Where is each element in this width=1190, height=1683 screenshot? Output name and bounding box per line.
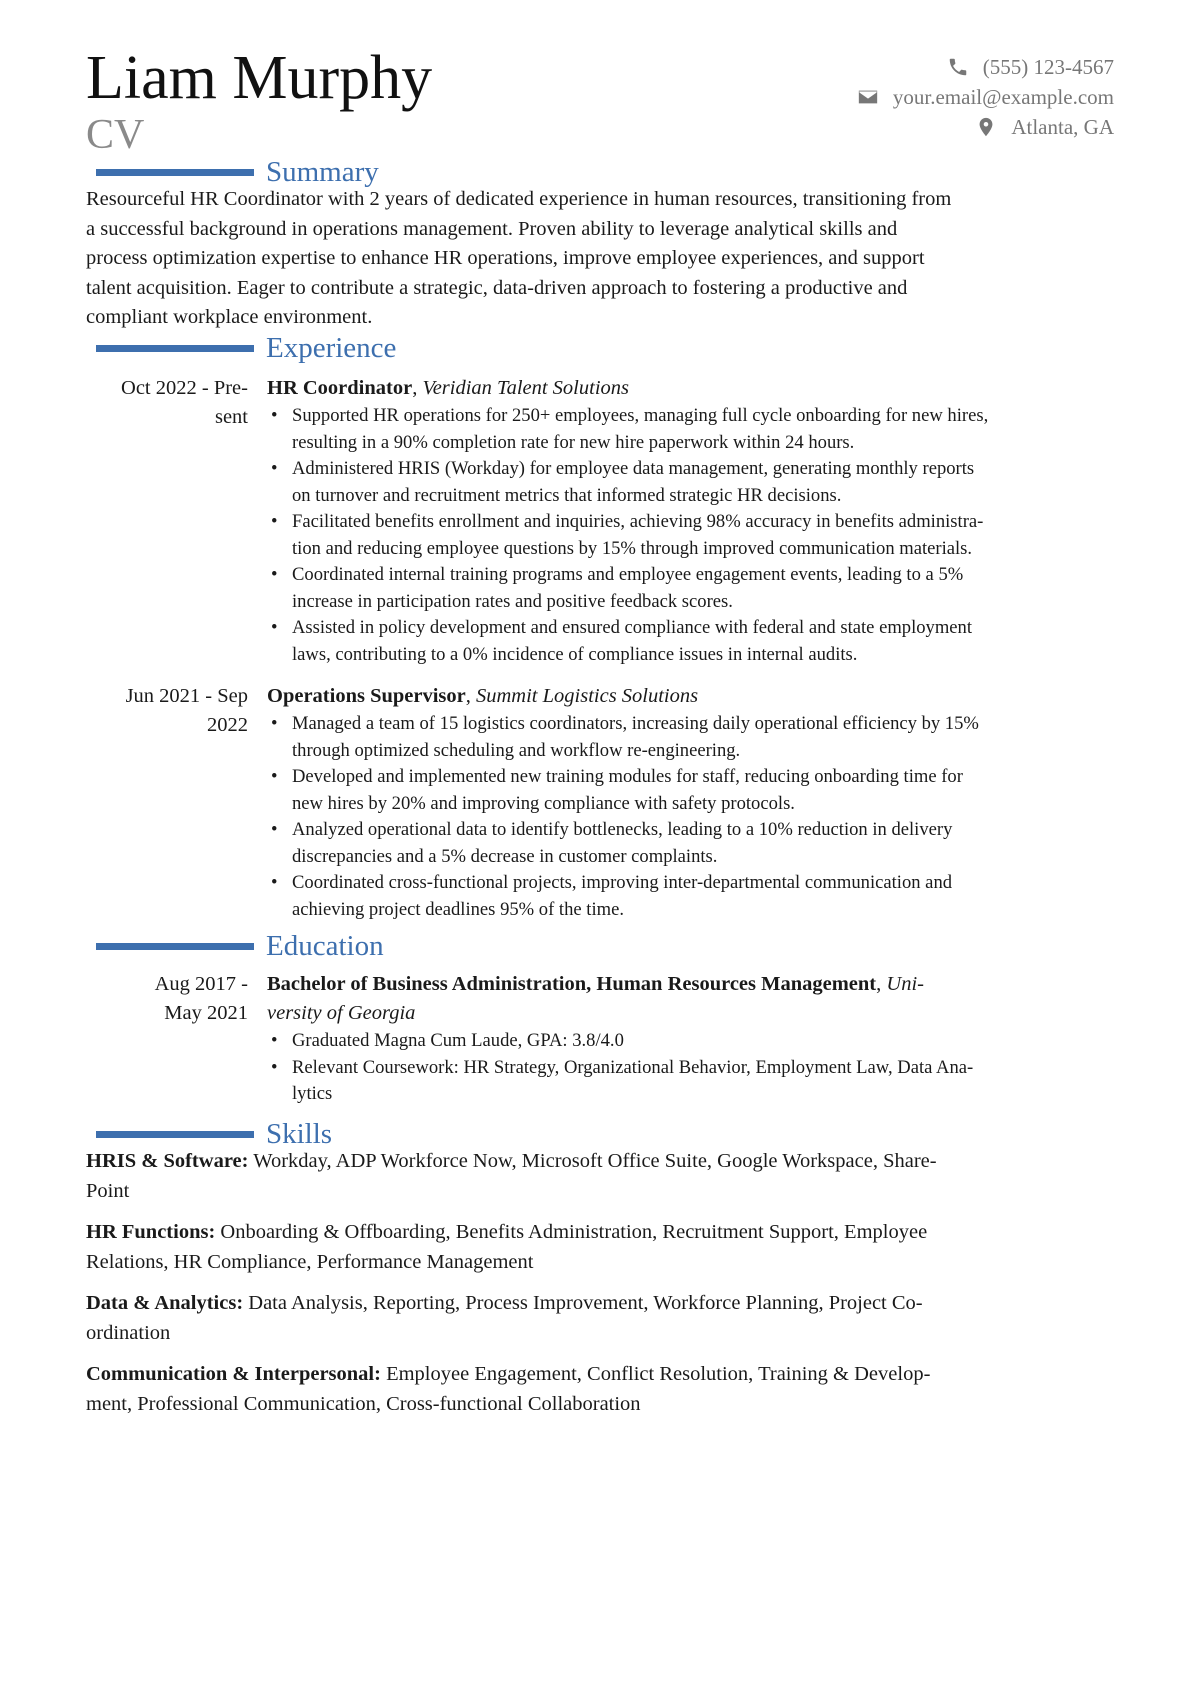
phone-number[interactable]: (555) 123-4567 xyxy=(982,55,1114,79)
job-role: HR Coordinator xyxy=(267,377,413,399)
list-item: • Facilitated benefits enrollment and inquiries, achieving 98% accuracy in benefits administra- tion and reducing employee questions by 15% through improved communication materials. xyxy=(267,509,1116,562)
phone-icon xyxy=(947,56,969,78)
entry-title: Operations Supervisor, Summit Logistics Solutions xyxy=(267,685,699,707)
list-item: • Supported HR operations for 250+ employees, managing full cycle onboarding for new hires, resulting in a 90% completion rate for new hire paperwork within 24 hours. xyxy=(267,403,1116,456)
list-item: • Analyzed operational data to identify bottlenecks, leading to a 10% reduction in delivery discrepancies and a 5% decrease in customer complaints. xyxy=(267,817,1116,870)
section-title: Education xyxy=(266,930,384,962)
bullet-list xyxy=(267,1028,1116,1108)
section-bar xyxy=(96,345,254,352)
summary-line: Resourceful HR Coordinator with 2 years of dedicated experience in human resources, transitioning from xyxy=(86,188,952,210)
company-name: Veridian Talent Solutions xyxy=(422,377,629,399)
entry-content xyxy=(267,374,1116,668)
list-item: • Assisted in policy development and ensured compliance with federal and state employment laws, contributing to a 0% incidence of compliance issues in internal audits. xyxy=(267,615,1116,668)
experience-entry xyxy=(86,682,1116,923)
entry-title-cont xyxy=(267,999,1116,1028)
contact-phone xyxy=(857,52,1114,82)
skill-values: Workday, ADP Workforce Now, Microsoft Office Suite, Google Workspace, Share- xyxy=(253,1150,937,1172)
bullet-list xyxy=(267,403,1116,668)
list-item: • Administered HRIS (Workday) for employee data management, generating monthly reports on turnover and recruitment metrics that informed strategic HR decisions. xyxy=(267,456,1116,509)
section-bar xyxy=(96,169,254,176)
map-pin-icon xyxy=(975,116,997,138)
list-item: • Managed a team of 15 logistics coordinators, increasing daily operational efficiency by 15% through optimized scheduling and workflow re-engineering. xyxy=(267,711,1116,764)
skill-values: Data Analysis, Reporting, Process Improvement, Workforce Planning, Project Co- xyxy=(248,1292,923,1314)
entry-date: Aug 2017 - May 2021 xyxy=(154,973,248,1024)
job-role: Operations Supervisor xyxy=(267,685,466,707)
skill-label: HR Functions: xyxy=(86,1221,216,1243)
summary-line: talent acquisition. Eager to contribute a strategic, data-driven approach to fostering a productive and xyxy=(86,276,908,299)
school-name: Uni- xyxy=(886,973,924,995)
section-summary-heading xyxy=(96,155,379,189)
company-name: Summit Logistics Solutions xyxy=(476,685,699,707)
contact-location xyxy=(857,112,1114,142)
envelope-icon xyxy=(857,86,879,108)
section-skills-heading xyxy=(96,1117,332,1151)
skill-label: Data & Analytics: xyxy=(86,1292,244,1314)
summary-line: process optimization expertise to enhance HR operations, improve employee experiences, and support xyxy=(86,247,925,269)
location: Atlanta, GA xyxy=(1011,115,1114,139)
school-name: versity of Georgia xyxy=(267,1002,416,1024)
section-education-heading xyxy=(96,929,384,963)
list-item: • Coordinated internal training programs and employee engagement events, leading to a 5% increase in participation rates and positive feedback scores. xyxy=(267,562,1116,615)
list-item: • Developed and implemented new training modules for staff, reducing onboarding time for new hires by 20% and improving compliance with safety protocols. xyxy=(267,764,1116,817)
entry-date: Jun 2021 - Sep 2022 xyxy=(125,685,248,736)
education-entry xyxy=(86,970,1116,1108)
section-bar xyxy=(96,943,254,950)
skill-values: ordination xyxy=(86,1321,171,1344)
summary-line: a successful background in operations management. Proven ability to leverage analytical skills and xyxy=(86,217,898,240)
summary-text xyxy=(86,185,1116,333)
degree-name: Bachelor of Business Administration, Human Resources Management xyxy=(267,973,877,995)
candidate-name: Liam Murphy xyxy=(86,44,433,112)
bullet-list xyxy=(267,711,1116,923)
skill-group xyxy=(86,1289,1096,1348)
summary-line: compliant workplace environment. xyxy=(86,306,373,328)
list-item: • Relevant Coursework: HR Strategy, Organizational Behavior, Employment Law, Data Ana- lytics xyxy=(267,1055,1116,1108)
section-title: Summary xyxy=(266,156,379,188)
document-label: CV xyxy=(86,112,145,158)
entry-title: HR Coordinator, Veridian Talent Solutions xyxy=(267,377,629,399)
skill-values: Point xyxy=(86,1179,130,1202)
email-address[interactable]: your.email@example.com xyxy=(892,85,1114,109)
section-title: Experience xyxy=(266,332,397,364)
entry-content xyxy=(267,682,1116,923)
list-item: • Graduated Magna Cum Laude, GPA: 3.8/4.0 xyxy=(267,1028,1116,1055)
skill-label: Communication & Interpersonal: xyxy=(86,1363,381,1385)
contact-block xyxy=(857,52,1114,142)
entry-content xyxy=(267,970,1116,1108)
skill-values: Employee Engagement, Conflict Resolution, Training & Develop- xyxy=(386,1363,931,1385)
skill-values: Onboarding & Offboarding, Benefits Administration, Recruitment Support, Employee xyxy=(220,1221,928,1243)
entry-title: Bachelor of Business Administration, Human Resources Management, Uni- xyxy=(267,973,924,995)
section-title: Skills xyxy=(266,1118,333,1150)
entry-date: Oct 2022 - Pre- sent xyxy=(121,377,248,428)
skill-group xyxy=(86,1218,1096,1277)
section-experience-heading xyxy=(96,331,396,365)
skill-group xyxy=(86,1360,1096,1419)
skill-group xyxy=(86,1147,1096,1206)
experience-entry xyxy=(86,374,1116,668)
list-item: • Coordinated cross-functional projects, improving inter-departmental communication and achieving project deadlines 95% of the time. xyxy=(267,870,1116,923)
skill-label: HRIS & Software: xyxy=(86,1150,249,1172)
section-bar xyxy=(96,1131,254,1138)
skill-values: Relations, HR Compliance, Performance Management xyxy=(86,1250,534,1273)
contact-email xyxy=(857,82,1114,112)
skill-values: ment, Professional Communication, Cross-functional Collaboration xyxy=(86,1392,641,1415)
